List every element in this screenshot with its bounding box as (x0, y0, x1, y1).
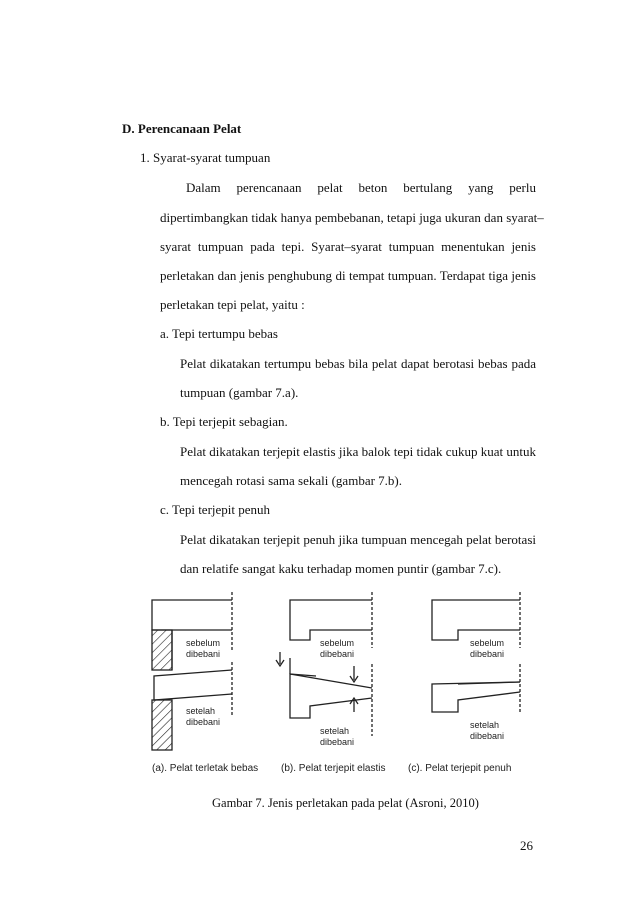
diagram-c-after (432, 664, 520, 712)
item-c-line-1: Pelat dikatakan terjepit penuh jika tumpuan mencegah pelat berotasi (180, 532, 536, 547)
label-b-after-2: dibebani (320, 737, 355, 747)
item-b-line-2: mencegah rotasi sama sekali (gambar 7.b). (180, 473, 402, 488)
paragraph-line-3: syarat tumpuan pada tepi. Syarat–syarat tumpuan menentukan jenis (160, 239, 536, 254)
item-c-line-2: dan relatife sangat kaku terhadap momen puntir (gambar 7.c). (180, 561, 502, 576)
label-b-after-1: setelah (320, 726, 350, 736)
page-number: 26 (520, 838, 533, 853)
paragraph-line-5: perletakan tepi pelat, yaitu : (160, 297, 305, 312)
label-a-before-1: sebelum (186, 638, 221, 648)
support-types-figure (140, 588, 560, 780)
item-a-line-1: Pelat dikatakan tertumpu bebas bila pelat dapat berotasi bebas pada (180, 356, 536, 371)
figure-caption: Gambar 7. Jenis perletakan pada pelat (Asroni, 2010) (212, 796, 479, 810)
figure-caption-b: (b). Pelat terjepit elastis (281, 763, 386, 774)
label-b-before-1: sebelum (320, 638, 355, 648)
label-c-before-2: dibebani (470, 649, 505, 659)
item-b-title: b. Tepi terjepit sebagian. (160, 414, 288, 429)
item-b-line-1: Pelat dikatakan terjepit elastis jika balok tepi tidak cukup kuat untuk (180, 444, 536, 459)
label-c-after-1: setelah (470, 720, 500, 730)
item-a-title: a. Tepi tertumpu bebas (160, 326, 278, 341)
item-c-title: c. Tepi terjepit penuh (160, 502, 271, 517)
label-a-after-2: dibebani (186, 717, 221, 727)
label-b-before-2: dibebani (320, 649, 355, 659)
paragraph-line-2: dipertimbangkan tidak hanya pembebanan, tetapi juga ukuran dan syarat– (160, 210, 544, 225)
label-a-before-2: dibebani (186, 649, 221, 659)
diagram-b-after (276, 652, 372, 736)
label-c-after-2: dibebani (470, 731, 505, 741)
paragraph-line-1: Dalam perencanaan pelat beton bertulang yang perlu (186, 180, 536, 195)
item-a-line-2: tumpuan (gambar 7.a). (180, 385, 299, 400)
paragraph-line-4: perletakan dan jenis penghubung di tempat tumpuan. Terdapat tiga jenis (160, 268, 536, 283)
subsection-title: 1. Syarat-syarat tumpuan (140, 150, 271, 165)
label-c-before-1: sebelum (470, 638, 505, 648)
figure-caption-c: (c). Pelat terjepit penuh (408, 763, 512, 774)
section-heading: D. Perencanaan Pelat (122, 121, 242, 136)
figure-caption-a: (a). Pelat terletak bebas (152, 763, 259, 774)
label-a-after-1: setelah (186, 706, 216, 716)
